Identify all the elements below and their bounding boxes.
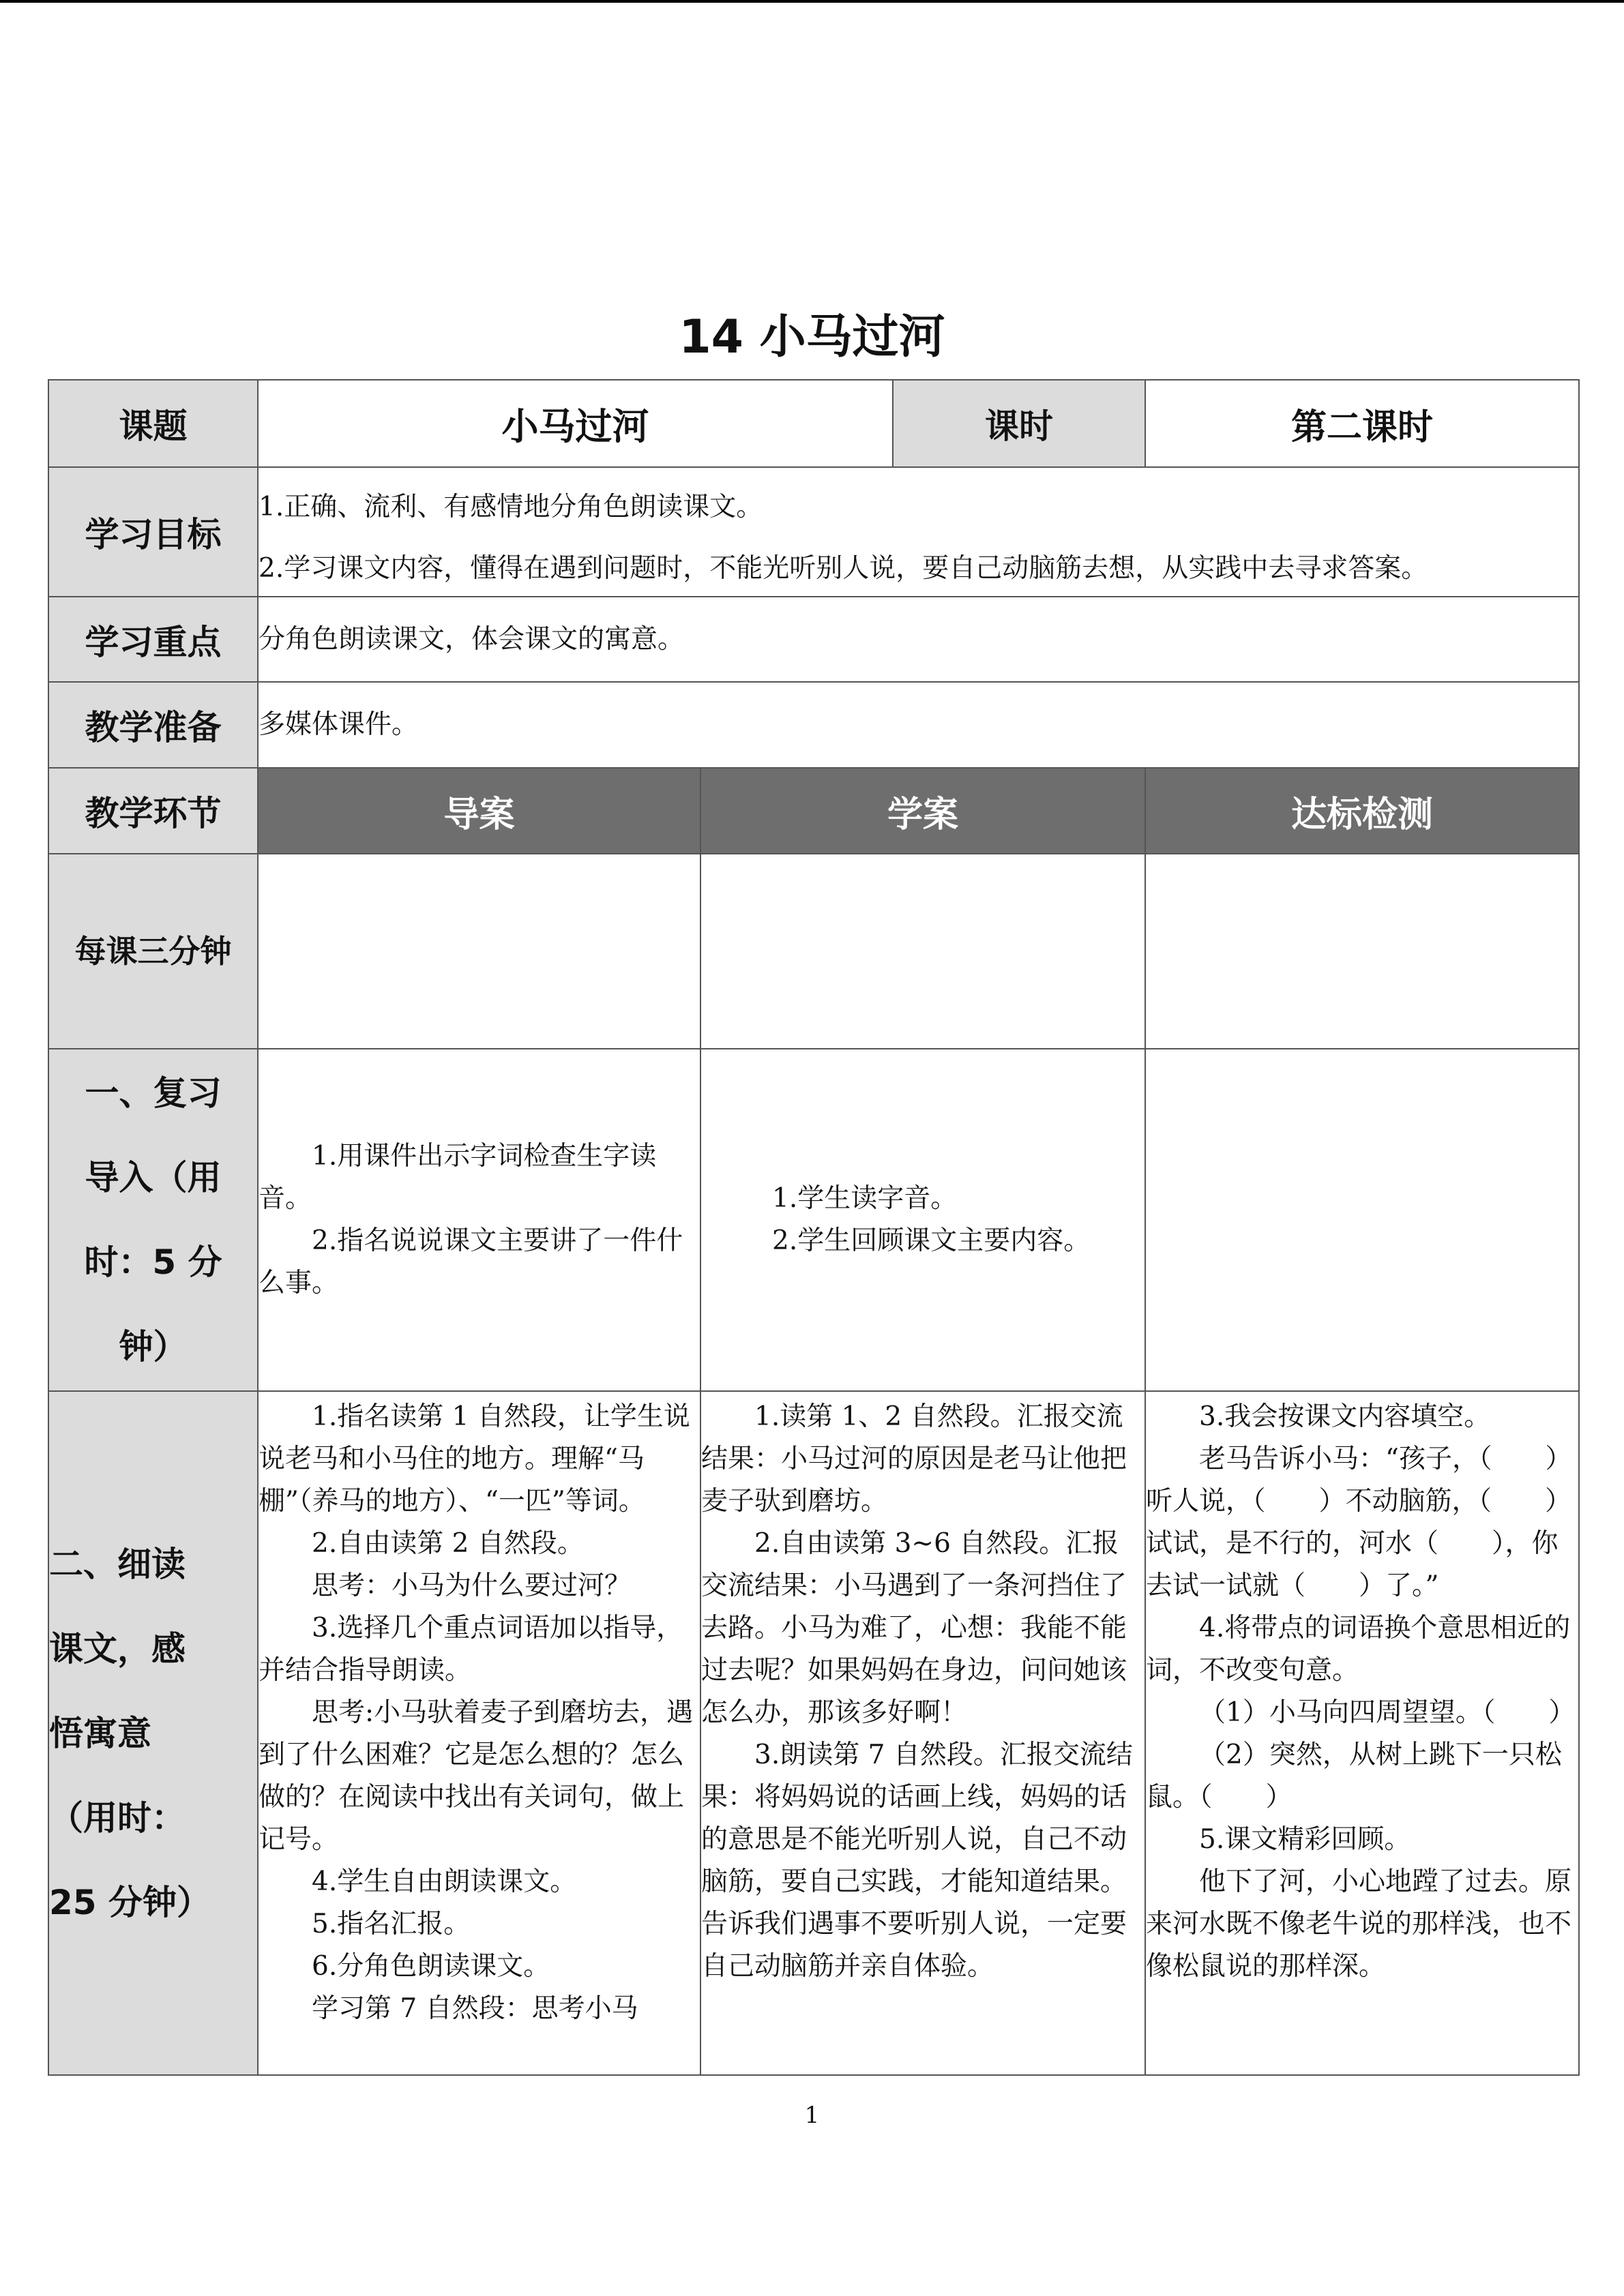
guide-item: 思考：小马为什么要过河？ xyxy=(312,1570,632,1601)
study-item: 2.自由读第 3~6 自然段。汇报交流结果：小马遇到了一条河挡住了去路。小马为难了，心想：我能不能过去呢？如果妈妈在身边，问问她该怎么办，那该多好啊！ xyxy=(701,1528,1127,1728)
col-guide-header: 导案 xyxy=(258,768,700,854)
reading-stage-label xyxy=(48,1391,258,2075)
header-row xyxy=(48,380,1579,467)
guide-item: 思考:小马驮着麦子到磨坊去，遇到了什么困难？它是怎么想的？怎么做的？在阅读中找出有关词句，做上记号。 xyxy=(259,1697,694,1855)
check-item: 他下了河，小心地蹚了过去。原来河水既不像老牛说的那样浅，也不像松鼠说的那样深。 xyxy=(1146,1866,1572,1982)
focus-row xyxy=(48,597,1579,682)
topic-value: 小马过河 xyxy=(258,380,893,467)
stage-line: 悟寓意 xyxy=(49,1713,151,1753)
review-check xyxy=(1145,1049,1579,1391)
review-row xyxy=(48,1049,1579,1391)
guide-item: 1.指名读第 1 自然段，让学生说说老马和小马住的地方。理解“马棚”（养马的地方）、“一匹”等词。 xyxy=(259,1401,690,1517)
review-guide xyxy=(258,1049,700,1391)
stage-line: 一、复习 xyxy=(85,1073,222,1113)
check-item: （1）小马向四周望望。（ ） xyxy=(1199,1697,1576,1728)
focus-content: 分角色朗读课文，体会课文的寓意。 xyxy=(258,597,1579,682)
page-title: 14 小马过河 xyxy=(679,310,945,364)
focus-label: 学习重点 xyxy=(48,597,258,682)
study-item: 1.学生读字音。 xyxy=(772,1183,958,1214)
reading-check xyxy=(1145,1391,1579,2075)
stage-line: 时：5 分 xyxy=(84,1242,222,1282)
reading-row xyxy=(48,1391,1579,2075)
guide-item: 1.用课件出示字词检查生字读音。 xyxy=(259,1141,657,1214)
topic-label: 课题 xyxy=(48,380,258,467)
stage-line: 25 分钟） xyxy=(49,1882,211,1922)
stage-line: 钟） xyxy=(119,1327,188,1367)
three-minute-row xyxy=(48,854,1579,1049)
guide-item: 学习第 7 自然段：思考小马 xyxy=(312,1993,638,2024)
stage-line: 二、细读 xyxy=(49,1544,186,1584)
study-item: 2.学生回顾课文主要内容。 xyxy=(772,1225,1091,1256)
check-item: 3.我会按课文内容填空。 xyxy=(1199,1401,1491,1432)
review-study xyxy=(700,1049,1145,1391)
stage-line: 课文，感 xyxy=(49,1628,186,1669)
three-minute-guide xyxy=(258,854,700,1049)
col-check-header: 达标检测 xyxy=(1145,768,1579,854)
goals-content xyxy=(258,467,1579,597)
top-border-line xyxy=(0,0,1624,3)
goal-item: 2.学习课文内容，懂得在遇到问题时，不能光听别人说，要自己动脑筋去想，从实践中去寻求答案。 xyxy=(259,553,1428,584)
guide-item: 5.指名汇报。 xyxy=(312,1909,471,1939)
check-item: 5.课文精彩回顾。 xyxy=(1199,1824,1411,1855)
three-minute-check xyxy=(1145,854,1579,1049)
study-item: 1.读第 1、2 自然段。汇报交流结果：小马过河的原因是老马让他把麦子驮到磨坊。 xyxy=(701,1401,1127,1517)
goals-label: 学习目标 xyxy=(48,467,258,597)
page-number: 1 xyxy=(804,2102,820,2129)
goal-item: 1.正确、流利、有感情地分角色朗读课文。 xyxy=(259,492,763,522)
prep-row xyxy=(48,682,1579,768)
period-value: 第二课时 xyxy=(1145,380,1579,467)
guide-item: 3.选择几个重点词语加以指导，并结合指导朗读。 xyxy=(259,1613,683,1686)
period-label: 课时 xyxy=(893,380,1145,467)
goals-row xyxy=(48,467,1579,597)
three-minute-label: 每课三分钟 xyxy=(48,854,258,1049)
check-item: （2）突然，从树上跳下一只松鼠。（ ） xyxy=(1146,1740,1562,1813)
guide-item: 6.分角色朗读课文。 xyxy=(312,1951,550,1982)
col-stage-header: 教学环节 xyxy=(48,768,258,854)
check-item: 老马告诉小马：“孩子，（ ）听人说，（ ）不动脑筋，（ ）试试，是不行的，河水（ ），你去试一试就（ ）了。” xyxy=(1146,1444,1572,1601)
reading-guide xyxy=(258,1391,700,2075)
guide-item: 4.学生自由朗读课文。 xyxy=(312,1866,577,1897)
reading-study xyxy=(700,1391,1145,2075)
check-item: 4.将带点的词语换个意思相近的词，不改变句意。 xyxy=(1146,1613,1571,1686)
prep-content: 多媒体课件。 xyxy=(258,682,1579,768)
guide-item: 2.自由读第 2 自然段。 xyxy=(312,1528,584,1559)
prep-label: 教学准备 xyxy=(48,682,258,768)
three-minute-study xyxy=(700,854,1145,1049)
stage-line: （用时： xyxy=(49,1798,186,1838)
col-study-header: 学案 xyxy=(700,768,1145,854)
review-stage-label xyxy=(48,1049,258,1391)
columns-header-row xyxy=(48,768,1579,854)
guide-item: 2.指名说说课文主要讲了一件什么事。 xyxy=(259,1225,683,1298)
lesson-plan-table xyxy=(48,379,1580,2076)
study-item: 3.朗读第 7 自然段。汇报交流结果：将妈妈说的话画上线，妈妈的话的意思是不能光听别人说，自己不动脑筋，要自己实践，才能知道结果。告诉我们遇事不要听别人说，一定要自己动脑筋并亲自体验。 xyxy=(701,1740,1133,1982)
stage-line: 导入（用 xyxy=(85,1158,222,1197)
